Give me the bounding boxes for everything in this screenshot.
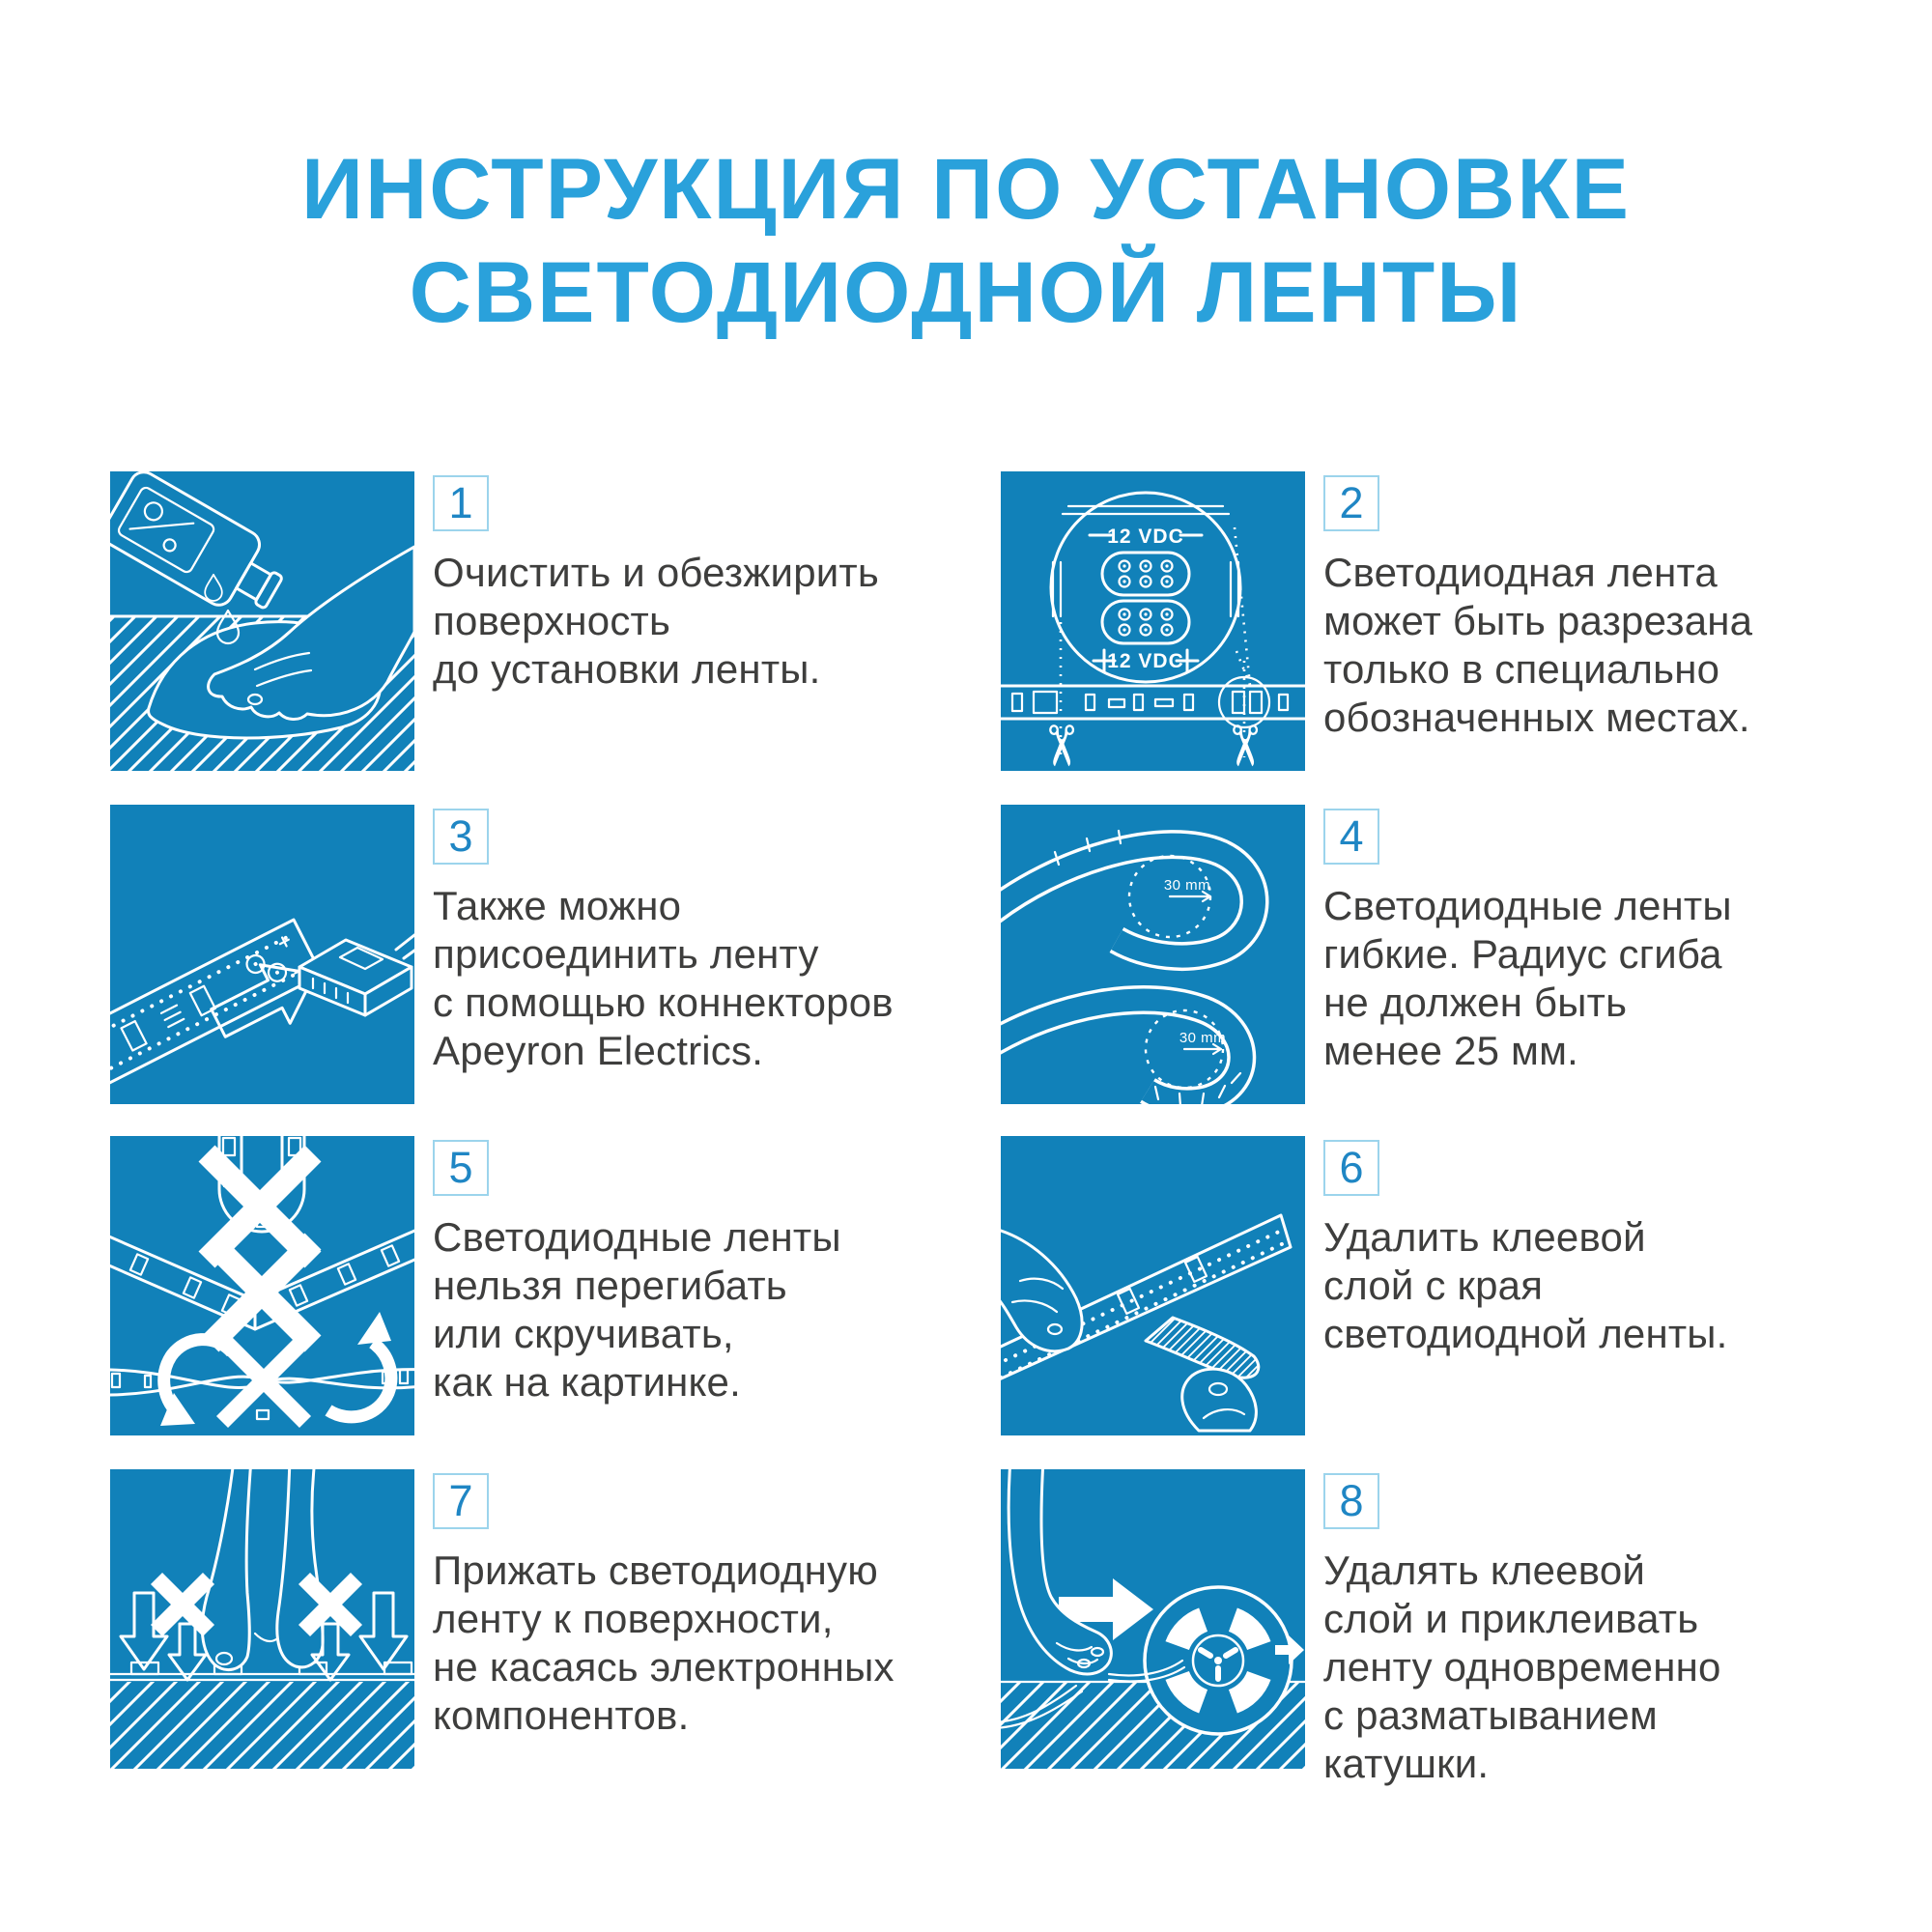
step-7-illustration: [110, 1469, 414, 1769]
step-1-illustration: [110, 471, 414, 771]
step-4-illustration: [1001, 805, 1305, 1104]
step-5-illustration: [110, 1136, 414, 1435]
step-number: 1: [448, 478, 473, 527]
step-1-text: [433, 549, 879, 694]
step-1-number-badge: [433, 475, 489, 531]
unroll-reel-illustration: [1001, 1469, 1305, 1769]
text-line: Очистить и обезжирить: [433, 550, 879, 595]
voltage-label: 12 VDC: [1107, 526, 1184, 548]
text-line: нельзя перегибать: [433, 1263, 787, 1308]
text-line: с помощью коннекторов: [433, 980, 894, 1025]
step-number: 3: [448, 811, 473, 861]
step-number: 6: [1339, 1143, 1364, 1192]
text-line: не касаясь электронных: [433, 1644, 895, 1690]
text-line: Apeyron Electrics.: [433, 1028, 764, 1073]
bend-radius-label: 30 mm: [1179, 1030, 1227, 1046]
text-line: гибкие. Радиус сгиба: [1323, 931, 1722, 977]
step-number: 4: [1339, 811, 1364, 861]
step-6: [1001, 1136, 1932, 1464]
step-6-number-badge: [1323, 1140, 1379, 1196]
text-line: поверхность: [433, 598, 671, 643]
text-line: Светодиодная лента: [1323, 550, 1718, 595]
scissors-icon: ✂: [1211, 722, 1277, 770]
voltage-label: 12 VDC: [1107, 650, 1184, 672]
page-title-line2: СВЕТОДИОДНОЙ ЛЕНТЫ: [409, 243, 1523, 340]
step-number: 7: [448, 1476, 473, 1525]
text-line: только в специально: [1323, 646, 1720, 692]
step-2-number-badge: [1323, 475, 1379, 531]
step-7-number-badge: [433, 1473, 489, 1529]
text-line: светодиодной ленты.: [1323, 1311, 1728, 1356]
step-5: [110, 1136, 1057, 1464]
text-line: катушки.: [1323, 1741, 1490, 1786]
text-line: Удалять клеевой: [1323, 1548, 1646, 1593]
step-6-text: [1323, 1213, 1728, 1358]
step-4-text: [1323, 882, 1732, 1075]
text-line: присоединить ленту: [433, 931, 819, 977]
step-3-illustration: [110, 805, 414, 1104]
text-line: может быть разрезана: [1323, 598, 1753, 643]
step-5-number-badge: [433, 1140, 489, 1196]
step-3-text: [433, 882, 894, 1075]
text-line: компонентов.: [433, 1692, 690, 1738]
text-line: обозначенных местах.: [1323, 695, 1750, 740]
text-line: как на картинке.: [433, 1359, 741, 1405]
text-line: Светодиодные ленты: [1323, 883, 1732, 928]
reel: [1145, 1587, 1292, 1734]
step-3: [110, 805, 1057, 1133]
text-line: Прижать светодиодную: [433, 1548, 878, 1593]
step-7: [110, 1469, 1057, 1798]
step-8-text: [1323, 1547, 1721, 1788]
step-8-number-badge: [1323, 1473, 1379, 1529]
text-line: или скручивать,: [433, 1311, 734, 1356]
step-1: [110, 471, 1057, 800]
step-5-text: [433, 1213, 841, 1406]
step-6-illustration: [1001, 1136, 1305, 1435]
step-2-illustration: [1001, 471, 1305, 771]
step-7-text: [433, 1547, 895, 1740]
step-8-illustration: [1001, 1469, 1305, 1769]
step-number: 5: [448, 1143, 473, 1192]
step-4: [1001, 805, 1932, 1133]
step-4-number-badge: [1323, 809, 1379, 865]
page-title: [0, 137, 1932, 344]
step-number: 8: [1339, 1476, 1364, 1525]
step-8: [1001, 1469, 1932, 1798]
step-3-number-badge: [433, 809, 489, 865]
text-line: ленту к поверхности,: [433, 1596, 834, 1641]
bend-radius-illustration: [1001, 805, 1305, 1104]
bend-radius-label: 30 mm: [1163, 877, 1211, 894]
text-line: слой с края: [1323, 1263, 1544, 1308]
text-line: до установки ленты.: [433, 646, 821, 692]
text-line: не должен быть: [1323, 980, 1628, 1025]
no-bend-twist-illustration: [110, 1136, 414, 1435]
connector-illustration: [110, 805, 414, 1104]
text-line: ленту одновременно: [1323, 1644, 1721, 1690]
scissors-icon: ✂: [1028, 722, 1094, 770]
clean-surface-illustration: [110, 471, 414, 771]
step-number: 2: [1339, 478, 1364, 527]
hatched-surface: [110, 1682, 414, 1769]
text-line: Удалить клеевой: [1323, 1214, 1646, 1260]
text-line: менее 25 мм.: [1323, 1028, 1579, 1073]
text-line: слой и приклеивать: [1323, 1596, 1699, 1641]
press-strip-illustration: [110, 1469, 414, 1769]
cut-marking-illustration: [1001, 471, 1305, 771]
text-line: с разматыванием: [1323, 1692, 1658, 1738]
text-line: Также можно: [433, 883, 682, 928]
page-title-line1: ИНСТРУКЦИЯ ПО УСТАНОВКЕ: [300, 140, 1632, 237]
peel-adhesive-illustration: [1001, 1136, 1305, 1435]
text-line: Светодиодные ленты: [433, 1214, 841, 1260]
step-2-text: [1323, 549, 1752, 742]
step-2: [1001, 471, 1932, 800]
